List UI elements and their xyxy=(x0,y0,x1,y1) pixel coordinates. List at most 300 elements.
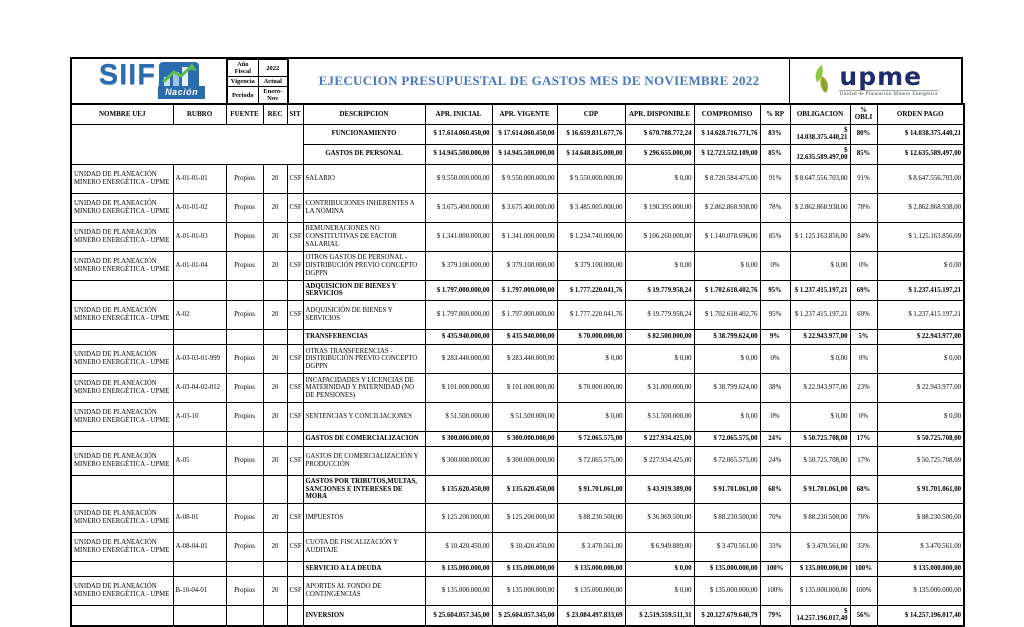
cell-rec: 20 xyxy=(263,193,287,222)
cell-value: $ 0,00 xyxy=(790,403,850,432)
cell-rubro: A-01-01-04 xyxy=(173,251,226,280)
col-header-rubro: RUBRO xyxy=(173,104,226,124)
table-row xyxy=(71,251,964,280)
cell-value: $ 1.341.000.000,00 xyxy=(425,222,492,251)
cell-fuente xyxy=(226,476,263,504)
cell-value: $ 0,00 xyxy=(625,251,694,280)
cell-value: $ 38.799.624,00 xyxy=(694,330,760,345)
cell-value: $ 8.647.556.703,00 xyxy=(877,164,964,193)
cell-value: $ 2.519.559.511,31 xyxy=(625,605,694,626)
fiscal-value: Enero-Nov xyxy=(258,87,287,104)
cell-value: $ 50.725.708,00 xyxy=(877,432,964,447)
cell-fuente: Propios xyxy=(226,193,263,222)
cell-uej: UNIDAD DE PLANEACIÓN MINERO ENERGÉTICA - UPME xyxy=(71,251,173,280)
cell-value: $ 51.500.000,00 xyxy=(425,403,492,432)
cell-rubro: A-01-01-01 xyxy=(173,164,226,193)
cell-value: $ 72.065.575,00 xyxy=(557,447,625,476)
cell-rubro xyxy=(173,330,226,345)
cell-value: $ 91.701.061,00 xyxy=(557,476,625,504)
cell-value: $ 88.230.500,00 xyxy=(790,503,850,532)
cell-value: $ 0,00 xyxy=(877,251,964,280)
cell-value: $ 227.934.425,00 xyxy=(625,447,694,476)
cell-descripcion: GASTOS POR TRIBUTOS,MULTAS, SANCIONES E INTERESES DE MORA xyxy=(303,476,425,504)
cell-value: $ 135.000.000,00 xyxy=(425,561,492,576)
cell-descripcion: OTRAS TRANSFERENCIAS - DISTRIBUCIÓN PREVIO CONCEPTO DGPPN xyxy=(303,345,425,374)
cell-rec: 20 xyxy=(263,532,287,561)
cell-value: $ 379.100.000,00 xyxy=(425,251,492,280)
cell-value: 84% xyxy=(850,222,877,251)
cell-rubro xyxy=(173,432,226,447)
cell-value: 69% xyxy=(850,301,877,330)
cell-value: $ 1.777.220.041,76 xyxy=(557,301,625,330)
cell-value: $ 22.943.977,00 xyxy=(877,374,964,403)
summary-value: 83% xyxy=(760,124,790,144)
fiscal-label: Periodo xyxy=(228,87,259,104)
cell-value: $ 1.702.618.402,76 xyxy=(694,280,760,300)
cell-fuente: Propios xyxy=(226,222,263,251)
cell-value: $ 1.234.740.000,00 xyxy=(557,222,625,251)
cell-value: $ 50.725.708,00 xyxy=(790,432,850,447)
upme-logo-text: upme xyxy=(839,65,922,89)
cell-value: 68% xyxy=(850,476,877,504)
fiscal-label: Vigencia xyxy=(228,77,259,87)
col-header-obligacion: OBLIGACION xyxy=(790,104,850,124)
budget-table xyxy=(70,103,965,627)
cell-fuente xyxy=(226,561,263,576)
cell-value: $ 31.000.000,00 xyxy=(625,374,694,403)
col-header-rec: REC xyxy=(263,104,287,124)
cell-rubro xyxy=(173,561,226,576)
summary-label: GASTOS DE PERSONAL xyxy=(303,144,425,164)
cell-value: 33% xyxy=(850,532,877,561)
table-row xyxy=(71,403,964,432)
cell-value: $ 435.940.000,00 xyxy=(492,330,557,345)
cell-descripcion: CONTRIBUCIONES INHERENTES A LA NÓMINA xyxy=(303,193,425,222)
cell-value: 24% xyxy=(760,432,790,447)
cell-rubro: A-03-03-01-999 xyxy=(173,345,226,374)
cell-value: $ 88.230.500,00 xyxy=(557,503,625,532)
col-header-apr-disponible: APR. DISPONIBLE xyxy=(625,104,694,124)
cell-value: $ 50.725.708,00 xyxy=(790,447,850,476)
cell-value: $ 0,00 xyxy=(877,403,964,432)
cell-value: $ 300.000.000,00 xyxy=(492,432,557,447)
cell-value: $ 1.237.415.197,21 xyxy=(790,280,850,300)
cell-fuente xyxy=(226,432,263,447)
cell-value: 0% xyxy=(760,251,790,280)
summary-value: $ 12.635.589.497,00 xyxy=(877,144,964,164)
cell-fuente: Propios xyxy=(226,164,263,193)
cell-uej xyxy=(71,561,173,576)
cell-value: $ 19.779.958,24 xyxy=(625,301,694,330)
cell-value: $ 135.000.000,00 xyxy=(557,561,625,576)
cell-value: 17% xyxy=(850,447,877,476)
cell-fuente: Propios xyxy=(226,576,263,605)
cell-value: $ 300.000.000,00 xyxy=(425,447,492,476)
cell-descripcion: IMPUESTOS xyxy=(303,503,425,532)
cell-value: $ 135.000.000,00 xyxy=(425,576,492,605)
cell-value: $ 1.702.618.402,76 xyxy=(694,301,760,330)
cell-descripcion: TRANSFERENCIAS xyxy=(303,330,425,345)
summary-row xyxy=(71,124,964,144)
cell-uej xyxy=(71,605,173,626)
cell-rubro: A-03-04-02-012 xyxy=(173,374,226,403)
col-header-orden-pago: ORDEN PAGO xyxy=(877,104,964,124)
cell-value: 70% xyxy=(760,503,790,532)
cell-value: $ 50.725.708,00 xyxy=(877,447,964,476)
cell-value: $ 91.701.061,00 xyxy=(694,476,760,504)
cell-value: $ 0,00 xyxy=(625,164,694,193)
cell-value: $ 22.943.977,00 xyxy=(790,330,850,345)
cell-value: $ 88.230.500,00 xyxy=(877,503,964,532)
summary-value: $ 14.945.500.000,00 xyxy=(425,144,492,164)
cell-value: $ 0,00 xyxy=(625,345,694,374)
cell-uej: UNIDAD DE PLANEACIÓN MINERO ENERGÉTICA - UPME xyxy=(71,503,173,532)
cell-value: $ 82.500.000,00 xyxy=(625,330,694,345)
cell-value: $ 0,00 xyxy=(625,576,694,605)
fiscal-value: Actual xyxy=(258,77,287,87)
cell-value: $ 190.395.000,00 xyxy=(625,193,694,222)
cell-descripcion: ADQUISICIÓN DE BIENES Y SERVICIOS xyxy=(303,301,425,330)
cell-value: 0% xyxy=(850,251,877,280)
cell-value: $ 51.500.000,00 xyxy=(492,403,557,432)
cell-value: 38% xyxy=(760,374,790,403)
cell-value: $ 72.065.575,00 xyxy=(694,447,760,476)
cell-value: $ 6.949.889,00 xyxy=(625,532,694,561)
summary-value: $ 14.038.375.440,21 xyxy=(877,124,964,144)
cell-value: 5% xyxy=(850,330,877,345)
summary-value: $ 12.723.532.109,00 xyxy=(694,144,760,164)
cell-rec: 20 xyxy=(263,503,287,532)
cell-uej: UNIDAD DE PLANEACIÓN MINERO ENERGÉTICA - UPME xyxy=(71,576,173,605)
cell-value: $ 9.550.000.000,00 xyxy=(492,164,557,193)
cell-value: $ 25.604.057.345,00 xyxy=(425,605,492,626)
cell-value: 24% xyxy=(760,447,790,476)
cell-value: $ 1.341.000.000,00 xyxy=(492,222,557,251)
cell-sit: CSF xyxy=(287,576,303,605)
cell-fuente: Propios xyxy=(226,345,263,374)
summary-label: FUNCIONAMIENTO xyxy=(303,124,425,144)
col-header-apr-vigente: APR. VIGENTE xyxy=(492,104,557,124)
col-header-pct-obli: % OBLI xyxy=(850,104,877,124)
cell-rec: 20 xyxy=(263,374,287,403)
cell-value: $ 0,00 xyxy=(790,345,850,374)
cell-uej xyxy=(71,476,173,504)
cell-rec xyxy=(263,330,287,345)
cell-value: $ 0,00 xyxy=(790,251,850,280)
cell-value: $ 3.675.400.000,00 xyxy=(492,193,557,222)
cell-value: $ 135.000.000,00 xyxy=(492,561,557,576)
cell-uej: UNIDAD DE PLANEACIÓN MINERO ENERGÉTICA - UPME xyxy=(71,447,173,476)
cell-value: $ 135.000.000,00 xyxy=(877,561,964,576)
cell-value: $ 0,00 xyxy=(557,403,625,432)
cell-value: $ 8.720.584.475,00 xyxy=(694,164,760,193)
cell-value: $ 9.550.000.000,00 xyxy=(425,164,492,193)
cell-value: 79% xyxy=(760,605,790,626)
cell-value: $ 1.797.000.000,00 xyxy=(425,280,492,300)
section-row xyxy=(71,432,964,447)
cell-value: $ 1.797.000.000,00 xyxy=(425,301,492,330)
cell-rec xyxy=(263,561,287,576)
cell-rubro xyxy=(173,476,226,504)
cell-descripcion: INCAPACIDADES Y LICENCIAS DE MATERNIDAD Y PATERNIDAD (NO DE PENSIONES) xyxy=(303,374,425,403)
summary-value: $ 17.614.060.450,00 xyxy=(492,124,557,144)
cell-value: $ 8.647.556.703,00 xyxy=(790,164,850,193)
cell-value: $ 1.797.000.000,00 xyxy=(492,301,557,330)
section-row xyxy=(71,561,964,576)
cell-value: $ 88.230.500,00 xyxy=(694,503,760,532)
cell-value: $ 38.799.624,00 xyxy=(694,374,760,403)
siif-nacion-banner: Nación xyxy=(158,86,205,99)
cell-rec: 20 xyxy=(263,164,287,193)
cell-descripcion: SENTENCIAS Y CONCILIACIONES xyxy=(303,403,425,432)
cell-value: $ 36.969.500,00 xyxy=(625,503,694,532)
cell-uej: UNIDAD DE PLANEACIÓN MINERO ENERGÉTICA - UPME xyxy=(71,193,173,222)
cell-rec: 20 xyxy=(263,345,287,374)
cell-value: 95% xyxy=(760,301,790,330)
cell-value: $ 14.257.196.017,40 xyxy=(877,605,964,626)
cell-rubro: A-08-04-01 xyxy=(173,532,226,561)
cell-value: $ 1.237.415.197,21 xyxy=(877,301,964,330)
cell-value: $ 300.000.000,00 xyxy=(492,447,557,476)
cell-value: 100% xyxy=(760,561,790,576)
fiscal-row xyxy=(228,60,288,77)
cell-fuente: Propios xyxy=(226,251,263,280)
cell-fuente: Propios xyxy=(226,301,263,330)
cell-sit: CSF xyxy=(287,532,303,561)
cell-descripcion: INVERSION xyxy=(303,605,425,626)
cell-value: $ 14.257.196.017,40 xyxy=(790,605,850,626)
report-title: EJECUCION PRESUPUESTAL DE GASTOS MES DE NOVIEMBRE 2022 xyxy=(319,73,760,89)
fiscal-value: 2022 xyxy=(258,60,287,77)
cell-descripcion: APORTES AL FONDO DE CONTINGENCIAS xyxy=(303,576,425,605)
cell-rubro: B-10-04-01 xyxy=(173,576,226,605)
cell-rubro: A-02 xyxy=(173,301,226,330)
cell-descripcion: GASTOS DE COMERCIALIZACIÓN Y PRODUCCIÓN xyxy=(303,447,425,476)
cell-descripcion: ADQUISICION DE BIENES Y SERVICIOS xyxy=(303,280,425,300)
cell-value: $ 2.862.868.938,00 xyxy=(694,193,760,222)
cell-value: $ 1.125.163.856,00 xyxy=(790,222,850,251)
cell-value: $ 43.919.389,00 xyxy=(625,476,694,504)
cell-value: $ 20.127.679.640,79 xyxy=(694,605,760,626)
cell-value: $ 135.000.000,00 xyxy=(877,576,964,605)
cell-value: $ 101.000.000,00 xyxy=(425,374,492,403)
cell-rubro: A-08-01 xyxy=(173,503,226,532)
cell-value: $ 135.620.450,00 xyxy=(425,476,492,504)
cell-sit xyxy=(287,605,303,626)
cell-value: $ 70.000.000,00 xyxy=(557,330,625,345)
cell-value: $ 135.000.000,00 xyxy=(492,576,557,605)
cell-value: $ 135.620.450,00 xyxy=(492,476,557,504)
cell-sit: CSF xyxy=(287,222,303,251)
cell-fuente: Propios xyxy=(226,374,263,403)
section-row xyxy=(71,330,964,345)
cell-value: 9% xyxy=(760,330,790,345)
col-header-nombre-uej: NOMBRE UEJ xyxy=(71,104,173,124)
cell-value: $ 283.440.000,00 xyxy=(425,345,492,374)
summary-value: 85% xyxy=(850,144,877,164)
cell-value: $ 135.000.000,00 xyxy=(557,576,625,605)
cell-uej: UNIDAD DE PLANEACIÓN MINERO ENERGÉTICA - UPME xyxy=(71,403,173,432)
table-row xyxy=(71,164,964,193)
cell-rec: 20 xyxy=(263,301,287,330)
table-row xyxy=(71,301,964,330)
budget-report xyxy=(70,57,963,627)
cell-value: $ 19.779.958,24 xyxy=(625,280,694,300)
cell-value: $ 9.550.000.000,00 xyxy=(557,164,625,193)
cell-descripcion: SERVICIO A LA DEUDA xyxy=(303,561,425,576)
cell-rec: 20 xyxy=(263,251,287,280)
cell-value: 91% xyxy=(850,164,877,193)
section-row xyxy=(71,605,964,626)
cell-value: $ 23.084.497.833,69 xyxy=(557,605,625,626)
cell-descripcion: REMUNERACIONES NO CONSTITUTIVAS DE FACTOR SALARIAL xyxy=(303,222,425,251)
summary-value: $ 12.635.589.497,00 xyxy=(790,144,850,164)
cell-value: 0% xyxy=(760,403,790,432)
cell-value: $ 0,00 xyxy=(694,345,760,374)
col-header-compromiso: COMPROMISO xyxy=(694,104,760,124)
cell-value: $ 1.797.000.000,00 xyxy=(492,280,557,300)
cell-sit xyxy=(287,561,303,576)
summary-value: $ 670.788.772,24 xyxy=(625,124,694,144)
summary-value: $ 17.614.060.450,00 xyxy=(425,124,492,144)
cell-value: $ 70.000.000,00 xyxy=(557,374,625,403)
cell-fuente: Propios xyxy=(226,403,263,432)
table-row xyxy=(71,374,964,403)
cell-value: $ 3.470.561,00 xyxy=(790,532,850,561)
cell-value: $ 125.200.000,00 xyxy=(492,503,557,532)
cell-sit xyxy=(287,280,303,300)
cell-rubro xyxy=(173,605,226,626)
cell-value: $ 10.420.450,00 xyxy=(425,532,492,561)
cell-value: 69% xyxy=(850,280,877,300)
cell-sit: CSF xyxy=(287,345,303,374)
blank-cell xyxy=(71,124,303,164)
cell-rec: 20 xyxy=(263,403,287,432)
cell-rec xyxy=(263,432,287,447)
cell-value: $ 0,00 xyxy=(557,345,625,374)
cell-value: $ 0,00 xyxy=(694,403,760,432)
cell-sit: CSF xyxy=(287,251,303,280)
cell-sit xyxy=(287,476,303,504)
cell-value: 17% xyxy=(850,432,877,447)
cell-value: $ 72.065.575,00 xyxy=(557,432,625,447)
summary-value: $ 14.945.500.000,00 xyxy=(492,144,557,164)
cell-value: $ 379.100.000,00 xyxy=(557,251,625,280)
fiscal-info-box xyxy=(227,59,289,103)
cell-value: 91% xyxy=(760,164,790,193)
section-row xyxy=(71,280,964,300)
cell-uej: UNIDAD DE PLANEACIÓN MINERO ENERGÉTICA - UPME xyxy=(71,164,173,193)
table-row xyxy=(71,193,964,222)
report-title-cell xyxy=(289,59,790,103)
cell-value: $ 1.237.415.197,21 xyxy=(877,280,964,300)
cell-sit: CSF xyxy=(287,447,303,476)
cell-value: 23% xyxy=(850,374,877,403)
cell-sit: CSF xyxy=(287,301,303,330)
table-row xyxy=(71,576,964,605)
cell-sit: CSF xyxy=(287,193,303,222)
table-body xyxy=(71,124,964,626)
fiscal-row xyxy=(228,77,288,87)
cell-rec: 20 xyxy=(263,222,287,251)
cell-uej: UNIDAD DE PLANEACIÓN MINERO ENERGÉTICA - UPME xyxy=(71,345,173,374)
cell-value: $ 22.943.977,00 xyxy=(877,330,964,345)
cell-uej: UNIDAD DE PLANEACIÓN MINERO ENERGÉTICA - UPME xyxy=(71,301,173,330)
cell-value: $ 135.000.000,00 xyxy=(694,561,760,576)
upme-logo xyxy=(790,59,961,103)
col-header-apr-inicial: APR. INICIAL xyxy=(425,104,492,124)
cell-rubro: A-01-01-03 xyxy=(173,222,226,251)
cell-value: $ 72.065.575,00 xyxy=(694,432,760,447)
cell-uej: UNIDAD DE PLANEACIÓN MINERO ENERGÉTICA - UPME xyxy=(71,532,173,561)
cell-value: $ 300.000.000,00 xyxy=(425,432,492,447)
cell-value: 68% xyxy=(760,476,790,504)
cell-rec: 20 xyxy=(263,447,287,476)
cell-value: $ 1.125.163.856,00 xyxy=(877,222,964,251)
summary-value: $ 296.655.000,00 xyxy=(625,144,694,164)
cell-value: 56% xyxy=(850,605,877,626)
cell-value: $ 91.701.061,00 xyxy=(790,476,850,504)
col-header-pct-rp: % RP xyxy=(760,104,790,124)
cell-value: $ 1.140.078.696,00 xyxy=(694,222,760,251)
summary-value: $ 14.038.375.440,21 xyxy=(790,124,850,144)
cell-fuente: Propios xyxy=(226,503,263,532)
cell-rec xyxy=(263,280,287,300)
table-row xyxy=(71,532,964,561)
cell-value: $ 435.940.000,00 xyxy=(425,330,492,345)
cell-value: $ 135.000.000,00 xyxy=(790,561,850,576)
table-row xyxy=(71,345,964,374)
cell-rec: 20 xyxy=(263,576,287,605)
cell-uej xyxy=(71,330,173,345)
cell-value: $ 1.237.415.197,21 xyxy=(790,301,850,330)
fiscal-row xyxy=(228,87,288,104)
cell-rubro xyxy=(173,280,226,300)
cell-value: 100% xyxy=(760,576,790,605)
summary-value: $ 14.648.845.000,00 xyxy=(557,144,625,164)
cell-value: 95% xyxy=(760,280,790,300)
report-header xyxy=(70,57,963,105)
table-header-row xyxy=(71,104,964,124)
table-row xyxy=(71,503,964,532)
cell-rubro: A-05 xyxy=(173,447,226,476)
cell-rec xyxy=(263,605,287,626)
cell-value: $ 2.862.868.938,00 xyxy=(790,193,850,222)
cell-descripcion: SALARIO xyxy=(303,164,425,193)
cell-sit xyxy=(287,432,303,447)
cell-value: $ 135.000.000,00 xyxy=(790,576,850,605)
cell-value: 0% xyxy=(850,403,877,432)
cell-sit: CSF xyxy=(287,164,303,193)
cell-value: $ 125.200.000,00 xyxy=(425,503,492,532)
cell-rubro: A-01-01-02 xyxy=(173,193,226,222)
summary-value: 85% xyxy=(760,144,790,164)
cell-value: $ 3.470.561,00 xyxy=(694,532,760,561)
section-row xyxy=(71,476,964,504)
cell-uej: UNIDAD DE PLANEACIÓN MINERO ENERGÉTICA - UPME xyxy=(71,374,173,403)
cell-fuente xyxy=(226,280,263,300)
siif-logo-text: SIIF xyxy=(99,60,156,90)
upme-leaf-icon xyxy=(813,64,835,99)
cell-value: $ 3.675.400.000,00 xyxy=(425,193,492,222)
col-header-fuente: FUENTE xyxy=(226,104,263,124)
cell-value: $ 22.943.977,00 xyxy=(790,374,850,403)
cell-value: 0% xyxy=(850,345,877,374)
cell-value: 33% xyxy=(760,532,790,561)
col-header-descripcion: DESCRIPCION xyxy=(303,104,425,124)
cell-sit: CSF xyxy=(287,503,303,532)
col-header-sit: SIT xyxy=(287,104,303,124)
